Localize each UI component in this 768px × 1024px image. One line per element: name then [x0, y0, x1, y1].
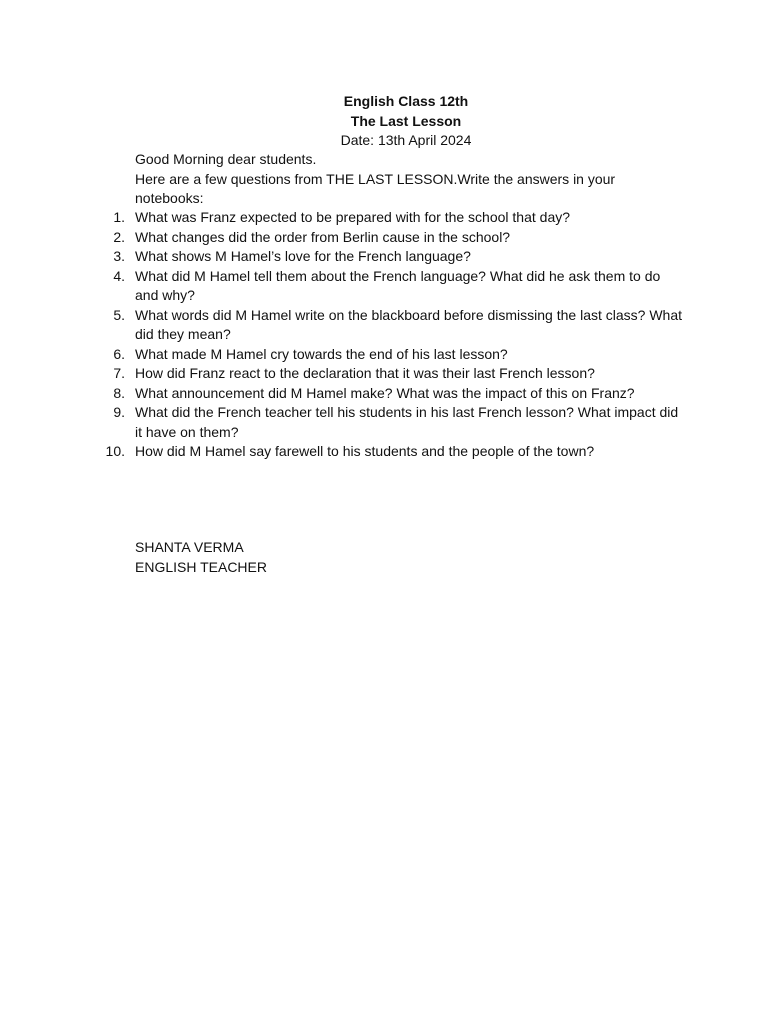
question-number: 4.	[113, 267, 125, 284]
question-item	[113, 384, 683, 404]
question-text: What shows M Hamel’s love for the French language?	[135, 248, 471, 264]
question-number: 5.	[113, 306, 125, 323]
question-item	[113, 267, 683, 306]
question-item	[113, 228, 683, 248]
greeting-text: Good Morning dear students.	[135, 151, 317, 167]
question-number: 9.	[113, 404, 125, 420]
question-text: How did M Hamel say farewell to his students and the people of the town?	[135, 443, 595, 459]
question-list	[105, 208, 683, 462]
question-text: How did Franz react to the declaration that it was their last French lesson?	[135, 365, 595, 381]
question-text: What announcement did M Hamel make? What was the impact of this on Franz?	[135, 384, 635, 401]
teacher-name: SHANTA VERMA	[135, 539, 244, 555]
teacher-title: ENGLISH TEACHER	[135, 558, 267, 575]
question-item	[113, 403, 683, 442]
question-number: 3.	[113, 248, 125, 264]
question-number: 7.	[113, 365, 125, 381]
question-item	[113, 306, 683, 345]
lesson-title: The Last Lesson	[350, 112, 462, 129]
signature-block	[135, 538, 267, 577]
class-title: English Class 12th	[343, 93, 469, 109]
document-header	[0, 92, 768, 151]
question-item	[113, 364, 683, 384]
question-number: 2.	[113, 228, 125, 245]
question-item	[113, 208, 683, 228]
question-text: What made M Hamel cry towards the end of his last lesson?	[135, 345, 508, 362]
intro-section	[135, 150, 680, 209]
question-text: What did M Hamel tell them about the French language? What did he ask them to do and why?	[135, 267, 661, 303]
question-number: 10.	[105, 443, 125, 459]
question-text: What did the French teacher tell his students in his last French lesson? What impact did it have on them?	[135, 404, 679, 440]
question-text: What words did M Hamel write on the blackboard before dismissing the last class? What did they mean?	[135, 306, 683, 342]
question-item	[113, 345, 683, 365]
question-number: 1.	[113, 209, 125, 225]
question-text: What changes did the order from Berlin cause in the school?	[135, 228, 511, 245]
question-number: 8.	[113, 384, 125, 401]
document-date: Date: 13th April 2024	[340, 132, 472, 148]
question-number: 6.	[113, 345, 125, 362]
instruction-text: Here are a few questions from THE LAST LESSON.Write the answers in your notebooks:	[135, 170, 616, 206]
question-item	[105, 442, 683, 462]
question-item	[113, 247, 683, 267]
question-text: What was Franz expected to be prepared with for the school that day?	[135, 209, 571, 225]
